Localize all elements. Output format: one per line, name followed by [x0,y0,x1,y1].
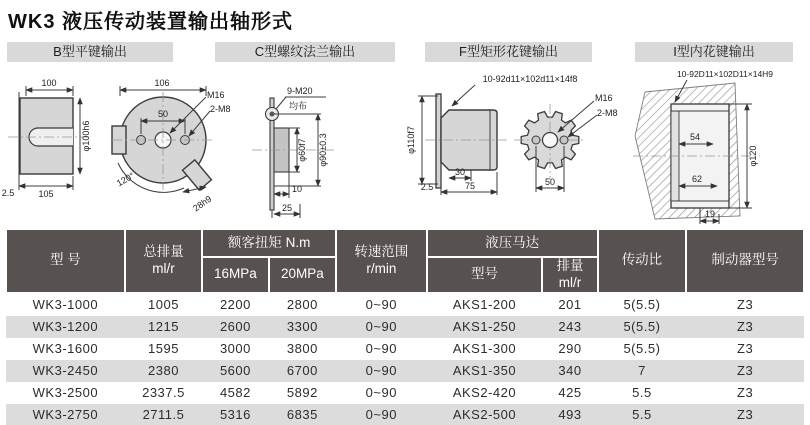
table-row [6,316,804,338]
cell-motor-disp: 493 [558,407,582,423]
col-header-brake: 制动器型号 [686,229,804,293]
dim-b-100: 100 [41,78,57,88]
dim-f-75: 75 [464,181,476,191]
cell-motor-model: AKS1-250 [452,319,517,335]
dim-f-shaft-dia: φ110f7 [406,126,416,154]
cell-ratio: 5(5.5) [623,319,661,335]
cell-displacement: 1005 [148,297,179,313]
cell-brake: Z3 [737,319,754,335]
drawing-c-threaded-flange [240,66,400,226]
table-row [6,382,804,404]
dim-b-106: 106 [154,78,170,88]
cell-speed: 0~90 [365,385,397,401]
cell-motor-model: AKS1-200 [452,297,517,313]
cell-motor-disp: 340 [558,363,582,379]
dim-f-50: 50 [544,177,556,187]
cell-speed: 0~90 [365,297,397,313]
table-row [6,338,804,360]
cell-torque20: 3300 [286,319,318,335]
dim-b-shaft-dia: φ100h6 [81,120,91,152]
spec-table-body [6,293,804,425]
cell-motor-disp: 201 [558,297,582,313]
col-header-displacement-l1: 总排量 [143,244,184,259]
cell-torque16: 5316 [219,407,251,423]
cell-motor-model: AKS2-500 [452,407,517,423]
table-row [6,293,804,316]
col-header-displacement [125,229,202,293]
cell-model: WK3-1600 [32,341,99,357]
cell-ratio: 5.5 [632,385,652,401]
dim-b-2-5: 2.5 [1,188,15,198]
dim-b-50: 50 [157,109,169,119]
cell-motor-disp: 425 [558,385,582,401]
cell-model: WK3-1000 [32,297,99,313]
section-header-i-type: I型内花键输出 [635,42,793,62]
dim-b-angle: 120° [114,170,137,189]
cell-displacement: 1595 [148,341,179,357]
cell-ratio: 5(5.5) [623,341,661,357]
cell-brake: Z3 [737,385,754,401]
table-row [6,404,804,425]
col-header-motor-group: 液压马达 [427,229,598,257]
spec-table [5,228,805,425]
cell-brake: Z3 [737,341,754,357]
label-c-bolts: 9-M20 [287,86,313,96]
cell-displacement: 2380 [148,363,179,379]
label-b-2m8: 2-M8 [210,104,231,114]
section-header-f-type: F型矩形花键输出 [425,42,592,62]
cell-torque20: 3800 [286,341,318,357]
dim-c-hub-dia: φ60f7 [297,138,307,162]
cell-torque20: 6700 [286,363,318,379]
dim-f-2-5: 2.5 [420,182,434,192]
spec-table-header [6,229,804,293]
dim-i-62: 62 [691,174,703,184]
drawing-b-flat-key [0,66,235,226]
cell-ratio: 5(5.5) [623,297,661,313]
cell-speed: 0~90 [365,407,397,423]
cell-motor-model: AKS2-420 [452,385,517,401]
cell-speed: 0~90 [365,341,397,357]
cell-model: WK3-2500 [32,385,99,401]
cell-brake: Z3 [737,407,754,423]
label-f-m16: M16 [595,93,613,103]
cell-torque20: 2800 [286,297,318,313]
cell-brake: Z3 [737,363,754,379]
dim-i-bore-dia: φ120 [748,145,758,167]
col-header-model: 型 号 [6,229,125,293]
col-header-motor-disp-l1: 排量 [556,258,584,273]
col-header-ratio: 传动比 [598,229,687,293]
cell-model: WK3-1200 [32,319,99,335]
dim-c-flange-dia: φ90±0.3 [318,133,328,167]
cell-torque16: 4582 [219,385,251,401]
col-header-displacement-l2: ml/r [152,260,175,276]
cell-speed: 0~90 [365,363,397,379]
cell-ratio: 7 [638,363,646,379]
dim-b-key: 28h9 [191,193,214,214]
label-c-even: 均布 [289,101,308,111]
col-header-speed-l2: r/min [366,260,397,276]
drawing-i-internal-spline [625,66,810,226]
cell-model: WK3-2450 [32,363,99,379]
cell-torque20: 5892 [286,385,318,401]
section-header-b-type: B型平键输出 [7,42,173,62]
col-header-speed-l1: 转速范围 [354,244,409,259]
section-header-c-type: C型螺纹法兰输出 [215,42,395,62]
col-header-motor-disp-l2: ml/r [558,274,582,290]
col-header-torque-group: 额客扭矩 N.m [202,229,336,257]
cell-motor-disp: 290 [558,341,582,357]
label-f-2m8: 2-M8 [597,108,618,118]
col-header-motor-disp [542,257,597,293]
cell-ratio: 5.5 [632,407,652,423]
table-row [6,360,804,382]
cell-torque16: 2600 [219,319,251,335]
cell-torque16: 2200 [219,297,251,313]
cell-motor-model: AKS1-300 [452,341,517,357]
cell-speed: 0~90 [365,319,397,335]
cell-displacement: 2337.5 [142,385,185,401]
col-header-speed [336,229,427,293]
dim-i-19: 19 [704,209,716,219]
dim-i-54: 54 [689,132,701,142]
cell-torque20: 6835 [286,407,318,423]
col-header-16mpa: 16MPa [202,257,268,293]
dim-b-105: 105 [38,189,54,199]
cell-torque16: 3000 [219,341,251,357]
cell-torque16: 5600 [219,363,251,379]
label-f-spline: 10-92d11×102d11×14f8 [482,74,578,84]
drawing-f-rect-spline [400,66,625,226]
cell-motor-model: AKS1-350 [452,363,517,379]
label-i-spline: 10-92D11×102D11×14H9 [676,69,774,79]
cell-displacement: 1215 [148,319,179,335]
page-title: WK3 液压传动装置输出轴形式 [8,11,293,33]
label-b-m16: M16 [207,90,225,100]
cell-model: WK3-2750 [32,407,99,423]
cell-brake: Z3 [737,297,754,313]
cell-displacement: 2711.5 [142,407,185,423]
col-header-motor-model: 型号 [427,257,543,293]
cell-motor-disp: 243 [558,319,582,335]
dim-c-10: 10 [291,184,303,194]
col-header-20mpa: 20MPa [269,257,336,293]
dim-c-25: 25 [281,203,293,213]
dim-f-30: 30 [454,167,466,177]
